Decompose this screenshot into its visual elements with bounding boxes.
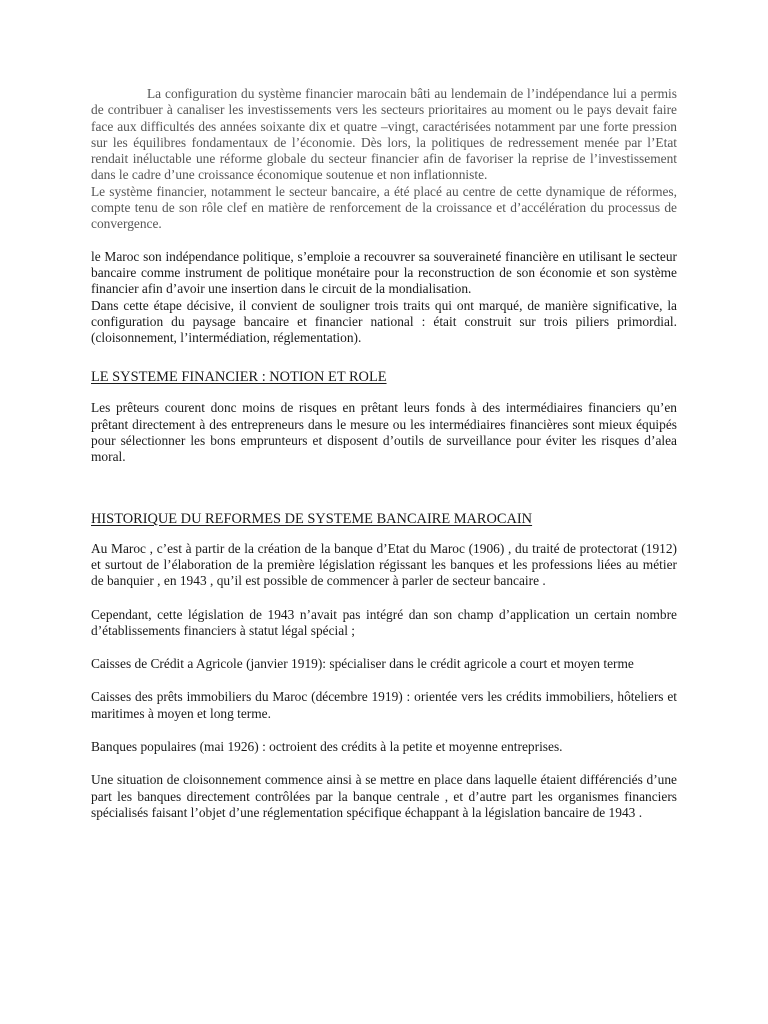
section1-paragraph-1: Les prêteurs courent donc moins de risques en prêtant leurs fonds à des intermédiaires financiers qu’en prêtant directement à des entrepreneurs dans le mesure ou les intermédiaires financières sont mieux équipés pour sélectionner les bons emprunteurs et disposent d’outils de surveillance pour éviter les risques d’alea moral. (91, 400, 677, 465)
section2-paragraph-1: Au Maroc , c’est à partir de la création de la banque d’Etat du Maroc (1906) , du traité de protectorat (1912) et surtout de l’élaboration de la première législation régissant les banques et les professions liées au métier de banquier , en 1943 , qu’il est possible de commencer à parler de secteur bancaire . (91, 540, 677, 589)
section2-paragraph-5: Banques populaires (mai 1926) : octroient des crédits à la petite et moyenne entreprises. (91, 739, 563, 755)
context-paragraph-2: Dans cette étape décisive, il convient de souligner trois traits qui ont marqué, de manière significative, la configuration du paysage bancaire et financier national : était construit sur trois piliers primordial.(cloisonnement, l’intermédiation, réglementation). (91, 297, 677, 346)
section-heading-historique: HISTORIQUE DU REFORMES DE SYSTEME BANCAIRE MAROCAIN (91, 510, 533, 527)
intro-paragraph-1: La configuration du système financier marocain bâti au lendemain de l’indépendance lui a permis de contribuer à canaliser les investissements vers les secteurs prioritaires au moment ou le pays devait faire face aux difficultés des années soixante dix et quatre –vingt, caractérisées notamment par une forte pression sur les équilibres fondamentaux de l’économie. Dès lors, la politiques de redressement menée par l’Etat rendait inéluctable une réforme globale du secteur financier afin de favoriser la reprise de l’investissement dans le cadre d’une croissance économique soutenue et non inflationniste. (91, 86, 677, 183)
section2-paragraph-4: Caisses des prêts immobiliers du Maroc (décembre 1919) : orientée vers les crédits immobiliers, hôteliers et maritimes à moyen et long terme. (91, 689, 677, 721)
context-paragraph-1: le Maroc son indépendance politique, s’emploie a recouvrer sa souveraineté financière en utilisant le secteur bancaire comme instrument de politique monétaire pour la reconstruction de son économie et son système financier afin d’avoir une insertion dans le circuit de la mondialisation. (91, 248, 677, 297)
section2-paragraph-2: Cependant, cette législation de 1943 n’avait pas intégré dan son champ d’application un certain nombre d’établissements financiers à statut légal spécial ; (91, 606, 677, 638)
section2-paragraph-6: Une situation de cloisonnement commence ainsi à se mettre en place dans laquelle étaient différenciés d’une part les banques directement contrôlées par la banque centrale , et d’autre part les organismes financiers spécialisés faisant l’objet d’une réglementation spécifique échappant à la législation bancaire de 1943 . (91, 772, 677, 820)
section-heading-systeme-financier: LE SYSTEME FINANCIER : NOTION ET ROLE (91, 369, 387, 386)
section2-paragraph-3: Caisses de Crédit a Agricole (janvier 1919): spécialiser dans le crédit agricole a court et moyen terme (91, 656, 634, 672)
intro-paragraph-2: Le système financier, notamment le secteur bancaire, a été placé au centre de cette dynamique de réformes, compte tenu de son rôle clef en matière de renforcement de la croissance et d’accélération du processus de convergence. (91, 183, 677, 232)
document-page (91, 86, 677, 821)
